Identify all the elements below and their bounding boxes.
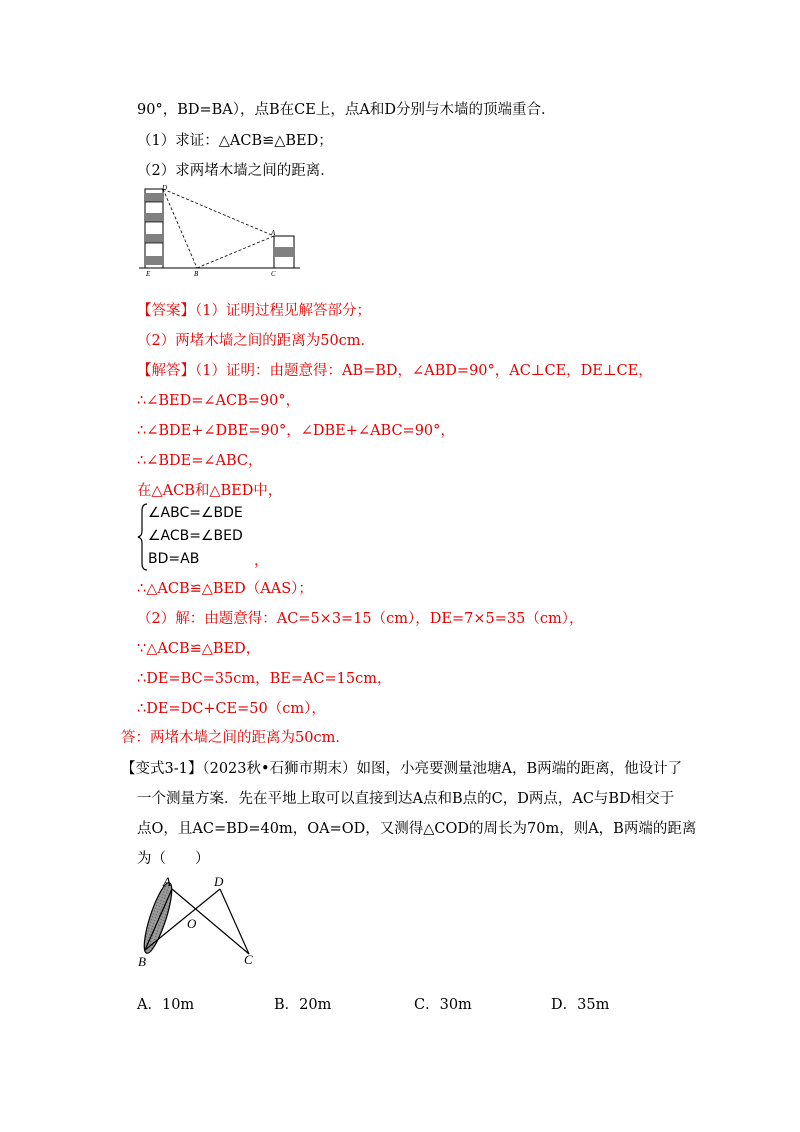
variant-question-line-1: 【变式3-1】（2023秋•石狮市期末）如图，小亮要测量池塘A，B两端的距离，他设计了 (121, 761, 683, 777)
solution-line-10: ∴DE=DC+CE=50（cm）， (137, 701, 326, 717)
question-text-line-1: 90°，BD=BA），点B在CE上，点A和D分别与木墙的顶端重合． (137, 102, 556, 118)
fig2-label-b: B (138, 954, 146, 969)
fig1-label-b: B (194, 270, 199, 278)
choice-d: D．35m (551, 997, 610, 1013)
fig2-label-a: A (163, 874, 171, 889)
solution-line-9: ∴DE=BC=35cm，BE=AC=15cm， (137, 671, 392, 687)
solution-line-6: ∴△ACB≌△BED（AAS）； (137, 581, 313, 597)
fig1-label-d: D (162, 184, 168, 192)
fig2-label-d: D (214, 874, 224, 889)
solution-line-7: （2）解：由题意得：AC=5×3=15（cm），DE=7×5=35（cm）， (137, 611, 584, 627)
fig1-label-c: C (271, 270, 276, 278)
fig1-label-a: A (271, 229, 276, 237)
solution-line-1: 【解答】（1）证明：由题意得：AB=BD，∠ABD=90°，AC⊥CE，DE⊥CE， (137, 363, 653, 379)
solution-line-3: ∴∠BDE+∠DBE=90°，∠DBE+∠ABC=90°， (137, 423, 455, 439)
question-part-2: （2）求两堵木墙之间的距离． (137, 163, 335, 179)
answer-line-1: 【答案】（1）证明过程见解答部分； (137, 303, 371, 319)
fig2-label-c: C (244, 952, 253, 967)
solution-line-4: ∴∠BDE=∠ABC， (137, 453, 263, 469)
variant-question-line-4: 为（ ） (137, 851, 210, 867)
answer-line-2: （2）两堵木墙之间的距离为50cm． (137, 333, 376, 349)
system-equation-1: ∠ABC=∠BDE (148, 505, 243, 521)
system-equation-2: ∠ACB=∠BED (148, 528, 243, 544)
wall-diagram (135, 184, 305, 279)
solution-line-2: ∴∠BED=∠ACB=90°， (137, 393, 301, 409)
choice-a: A．10m (137, 997, 195, 1013)
solution-line-8: ∵△ACB≌△BED， (137, 641, 261, 657)
system-equation-3: BD=AB (148, 551, 200, 567)
choice-c: C．30m (414, 997, 472, 1013)
variant-question-line-3: 点O，且AC=BD=40m，OA=OD，又测得△COD的周长为70m，则A，B两端的距离 (137, 821, 697, 837)
question-part-1: （1）求证：△ACB≌△BED； (137, 133, 333, 149)
system-trailing-comma: ， (254, 553, 269, 569)
fig1-label-e: E (146, 270, 151, 278)
fig2-label-o: O (187, 916, 197, 931)
choice-b: B．20m (274, 997, 332, 1013)
solution-line-5: 在△ACB和△BED中， (137, 483, 283, 499)
pond-diagram (130, 872, 270, 972)
variant-question-line-2: 一个测量方案．先在平地上取可以直接到达A点和B点的C，D两点，AC与BD相交于 (137, 791, 675, 807)
solution-conclusion: 答：两堵木墙之间的距离为50cm． (121, 730, 350, 746)
